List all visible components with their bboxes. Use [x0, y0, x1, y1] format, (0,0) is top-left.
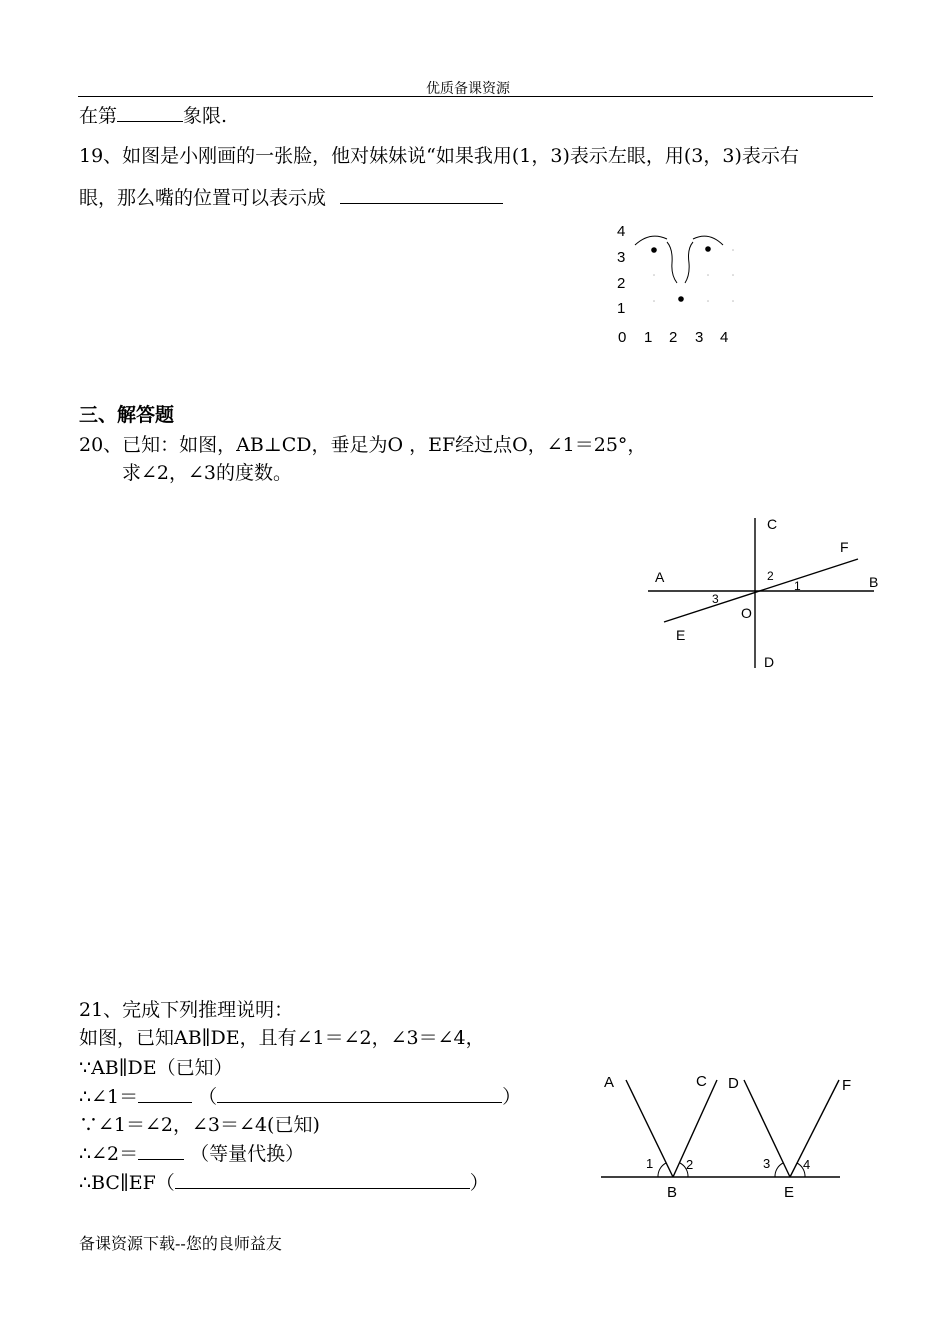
- grid-y-label-3: 3: [617, 249, 626, 266]
- left-eyebrow: [635, 236, 667, 245]
- grid-x-label-3: 3: [695, 329, 704, 346]
- angle-label-1: 1: [646, 1156, 654, 1171]
- angle-label-2: 2: [767, 569, 774, 583]
- left-eye: [651, 247, 657, 253]
- q18-tail: 象限.: [183, 105, 228, 127]
- q18-prefix: 在第: [79, 105, 118, 127]
- line-ef: [790, 1080, 839, 1177]
- label-d: D: [728, 1075, 739, 1092]
- q21-step4-reason: （等量代换）: [190, 1143, 305, 1165]
- label-f: F: [842, 1077, 851, 1094]
- grid-x-label-1: 1: [644, 329, 653, 346]
- nose: [667, 242, 693, 283]
- q21-step4-answer-blank[interactable]: [138, 1159, 184, 1160]
- q21-step2-answer-blank[interactable]: [138, 1102, 192, 1103]
- q21-step2-open: （: [198, 1086, 218, 1108]
- q21-step2-text: ∴∠1＝: [79, 1086, 139, 1108]
- grid-x-label-4: 4: [720, 329, 729, 346]
- q21-step5-text: ∴BC∥EF（: [79, 1172, 175, 1194]
- q21-step4-text: ∴∠2＝: [79, 1143, 139, 1165]
- page-footer: 备课资源下载--您的良师益友: [79, 1234, 282, 1253]
- label-b: B: [869, 574, 879, 590]
- section-3-title: 三、解答题: [79, 404, 175, 426]
- q21-given: 如图，已知AB∥DE，且有∠1＝∠2，∠3＝∠4，: [79, 1027, 485, 1049]
- q20-text-line1: 20、已知：如图，AB⊥CD，垂足为O ，EF经过点O，∠1＝25°，: [79, 434, 647, 456]
- q19-text-line2: [79, 183, 503, 210]
- q21-step5-reason-blank[interactable]: [175, 1188, 470, 1189]
- q21-step2-reason-blank[interactable]: [217, 1102, 502, 1103]
- page-header: 优质备课资源: [426, 81, 510, 97]
- grid-y-label-2: 2: [617, 275, 626, 292]
- q21-step1: ∵AB∥DE（已知）: [79, 1057, 233, 1079]
- q21-parallel-figure: [596, 1060, 851, 1205]
- q20-perpendicular-figure: [640, 510, 900, 675]
- q21-step2: [79, 1082, 521, 1109]
- grid-x-label-2: 2: [669, 329, 678, 346]
- q20-text-line2: 求∠2，∠3的度数。: [122, 462, 293, 484]
- label-c: C: [696, 1073, 707, 1090]
- right-eye: [705, 246, 711, 252]
- q21-step2-close: ）: [502, 1086, 522, 1108]
- line-bc: [673, 1080, 717, 1177]
- angle-label-1: 1: [794, 579, 801, 593]
- q21-step4: [79, 1139, 304, 1166]
- mouth: [678, 296, 684, 302]
- label-b: B: [667, 1184, 678, 1201]
- q21-title: 21、完成下列推理说明：: [79, 999, 294, 1021]
- angle-label-3: 3: [712, 592, 719, 606]
- header-rule: [78, 96, 873, 97]
- q19-text-line1: 19、如图是小刚画的一张脸，他对妹妹说“如果我用(1，3)表示左眼，用(3，3)表示右: [79, 145, 799, 167]
- label-o: O: [741, 605, 752, 621]
- angle-arc-1: [658, 1163, 666, 1177]
- angle-label-3: 3: [763, 1156, 771, 1171]
- q18-answer-blank[interactable]: [117, 121, 183, 122]
- q21-step5: [79, 1168, 489, 1195]
- label-f: F: [840, 539, 849, 555]
- label-c: C: [767, 516, 778, 532]
- grid-y-label-4: 4: [617, 223, 626, 240]
- q19-line2-text: 眼，那么嘴的位置可以表示成: [79, 187, 327, 209]
- angle-label-4: 4: [803, 1157, 811, 1172]
- label-d: D: [764, 654, 775, 670]
- label-e: E: [784, 1184, 795, 1201]
- grid-origin-label: 0: [618, 329, 627, 346]
- face-grid-figure: [605, 215, 745, 350]
- angle-arc-3: [775, 1163, 783, 1177]
- q21-step5-close: ）: [469, 1172, 489, 1194]
- angle-label-2: 2: [686, 1157, 694, 1172]
- right-eyebrow: [693, 236, 723, 245]
- grid-y-label-1: 1: [617, 300, 626, 317]
- label-e: E: [676, 627, 686, 643]
- q18-tail-line: [79, 101, 227, 128]
- label-a: A: [604, 1074, 615, 1091]
- q21-step3: ∵∠1＝∠2，∠3＝∠4(已知): [79, 1114, 320, 1136]
- label-a: A: [655, 569, 665, 585]
- q19-answer-blank[interactable]: [340, 203, 503, 204]
